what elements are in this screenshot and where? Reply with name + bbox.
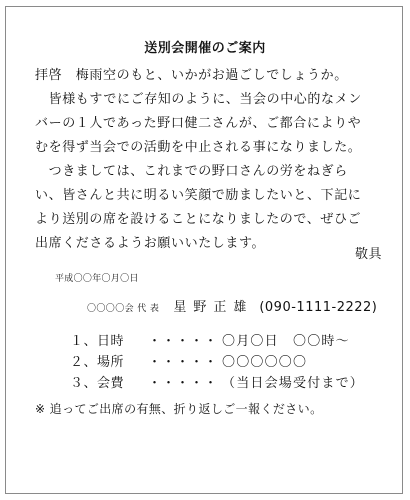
sender-block (87, 296, 377, 315)
body-line: むを得ず当会での活動を中止される事になりました。 (35, 140, 362, 155)
body-line-greeting: 拝啓 梅雨空のもと、いかがお過ごしでしょうか。 (35, 68, 348, 83)
detail-item-label: １、日時 (70, 334, 125, 349)
closing-word: 敬具 (354, 247, 382, 262)
body-line: 出席くださるようお願いいたします。 (35, 236, 266, 251)
body-line: 皆様もすでにご存知のように、当会の中心的なメン (35, 92, 362, 107)
document-title: 送別会開催のご案内 (144, 41, 266, 56)
detail-item-place (70, 351, 307, 370)
detail-item-fee (70, 372, 364, 391)
sender-organization: 〇〇〇〇会 代 表 (87, 304, 160, 314)
body-line: バーの１人であった野口健二さんが、ご都合によりや (35, 116, 362, 131)
detail-item-dots: ・・・・・ (148, 355, 219, 370)
sender-phone: (090-1111-2222) (259, 300, 378, 315)
sender-name: 星野正雄 (173, 300, 254, 315)
detail-item-label: ３、会費 (70, 376, 125, 391)
reply-note: ※ 追ってご出席の有無、折り返しご一報ください。 (35, 402, 323, 416)
detail-item-label: ２、場所 (70, 355, 125, 370)
body-line: つきましては、これまでの野口さんの労をねぎら (35, 164, 348, 179)
detail-item-value: 〇月〇日 〇〇時～ (222, 334, 350, 349)
detail-item-dots: ・・・・・ (148, 334, 219, 349)
detail-item-value: （当日会場受付まで） (222, 376, 365, 391)
body-line: より送別の席を設けることになりましたので、ぜひご (35, 212, 362, 227)
document-date: 平成〇〇年〇月〇日 (55, 274, 139, 284)
body-line: い、皆さんと共に明るい笑顔で励ましたいと、下記に (35, 188, 362, 203)
detail-item-datetime (70, 330, 350, 349)
detail-item-value: 〇〇〇〇〇〇 (222, 355, 308, 370)
detail-item-dots: ・・・・・ (148, 376, 219, 391)
